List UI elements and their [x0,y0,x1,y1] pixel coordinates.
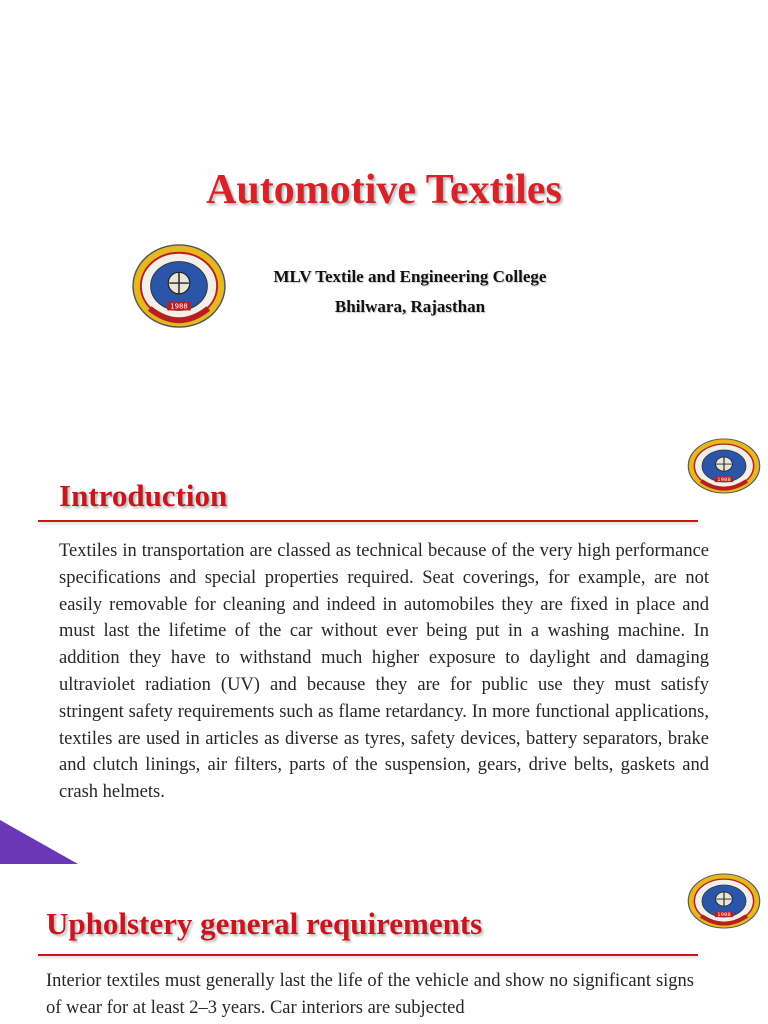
upholstery-paragraph: Interior textiles must generally last the life of the vehicle and show no significant signs of wear for at least 2–3 years. Car interiors are subjected [46,971,694,1018]
upholstery-slide [0,864,768,1024]
heading-divider [38,954,698,956]
corner-accent [0,820,78,864]
upholstery-heading: Upholstery general requirements [46,906,483,941]
svg-text:1988: 1988 [170,302,188,311]
college-info [200,262,620,322]
college-logo-small [686,872,762,930]
introduction-heading: Introduction [59,478,228,513]
college-seal-icon [686,872,762,930]
college-logo-small [686,437,762,495]
presentation-title: Automotive Textiles [206,167,562,213]
title-slide [0,0,768,420]
svg-text:1988: 1988 [717,912,731,918]
college-seal-icon [686,437,762,495]
svg-text:1988: 1988 [717,477,731,483]
heading-divider [38,520,698,522]
college-name: MLV Textile and Engineering College [273,267,547,286]
introduction-paragraph: Textiles in transportation are classed as technical because of the very high performance specifications and special properties required. Seat coverings, for example, are not easily removable for cleaning and indeed in automobiles they are fixed in place and must last the lifetime of the car without ever being put in a washing machine. In addition they have to withstand much higher exposure to daylight and damaging ultraviolet radiation (UV) and because they are for public use they must satisfy stringent safety requirements such as flame retardancy. In more functional applications, textiles are used in articles as diverse as tyres, safety devices, battery separators, brake and clutch linings, air filters, parts of the suspension, gears, drive belts, gaskets and crash helmets. [59,541,709,803]
introduction-slide [0,426,768,864]
college-location: Bhilwara, Rajasthan [334,297,486,316]
